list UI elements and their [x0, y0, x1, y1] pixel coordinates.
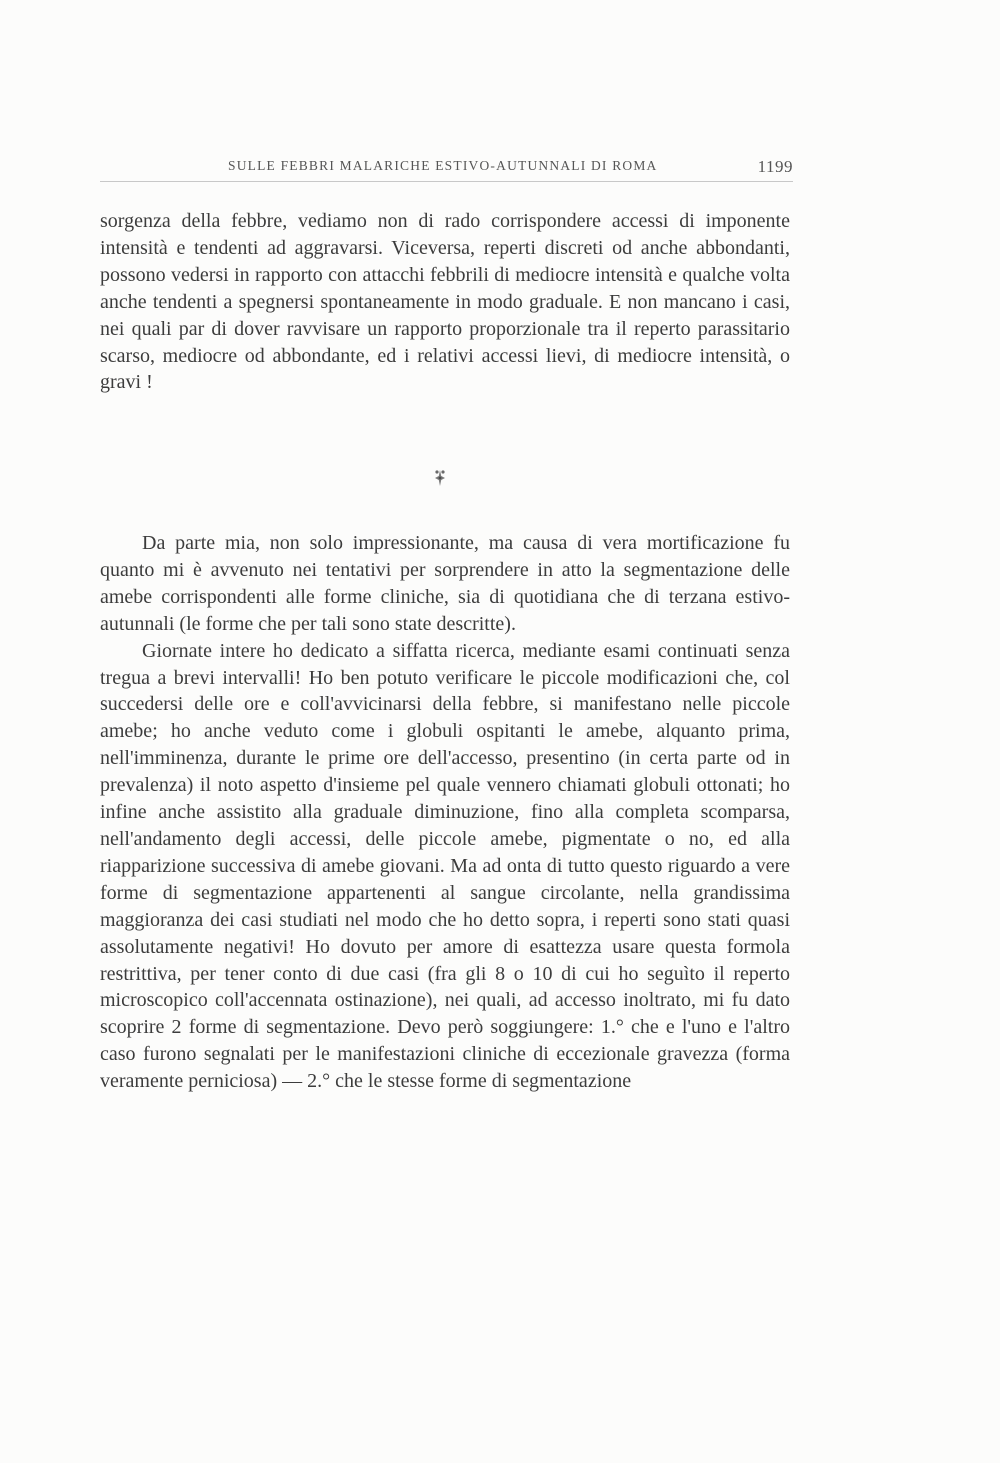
header-rule	[100, 181, 793, 182]
paragraph-segmentation-intro: Da parte mia, non solo impressionante, ma causa di vera mortificazione fu quanto mi è avvenuto nei tentativi per sorprendere in atto la segmentazione delle amebe corrispondenti alle forme cliniche, sia di quotidiana che di terzana estivo-autunnali (le forme che per tali sono state descritte).	[100, 532, 790, 635]
running-head	[100, 158, 795, 182]
text-block-top	[100, 208, 790, 396]
page-number: 1199	[757, 157, 793, 176]
text-block-bottom	[100, 530, 790, 1095]
paragraph-research-findings: Giornate intere ho dedicato a siffatta ricerca, mediante esami continuati senza tregua a brevi intervalli! Ho ben potuto verificare le piccole modificazioni che, col succedersi delle ore e coll'avvicinarsi della febbre, si manifestano nelle piccole amebe; ho anche veduto come i globuli ospitanti le amebe, alquanto prima, nell'imminenza, durante le prime ore dell'accesso, presentino (in certa parte od in prevalenza) il noto aspetto d'insieme pel quale vennero chiamati globuli ottonati; ho infine anche assistito alla graduale diminuzione, fino alla completa scomparsa, nell'andamento degli accessi, delle piccole amebe, pigmentate o no, ed alla riapparizione successiva di amebe giovani. Ma ad onta di tutto questo riguardo a vere forme di segmentazione appartenenti al sangue circolante, nella grandissima maggioranza dei casi studiati nel modo che ho detto sopra, i reperti sono stati quasi assolutamente negativi! Ho dovuto per amore di esattezza usare questa formola restrittiva, per tener conto di due casi (fra gli 8 o 10 di cui ho seguìto il reperto microscopico coll'accennata ostinazione), nei quali, ad accesso inoltrato, mi fu dato scoprire 2 forme di segmentazione. Devo però soggiungere: 1.° che e l'uno e l'altro caso furono segnalati per le manifestazioni cliniche di eccezionale gravezza (forma veramente perniciosa) — 2.° che le stesse forme di segmentazione	[100, 639, 790, 1093]
asterism-ornament-icon	[434, 468, 446, 488]
running-title: SULLE FEBBRI MALARICHE ESTIVO-AUTUNNALI DI ROMA	[228, 158, 658, 173]
paragraph-continued: sorgenza della febbre, vediamo non di rado corrispondere accessi di imponente intensità e tendenti ad aggravarsi. Viceversa, reperti discreti od anche abbondanti, possono vedersi in rapporto con attacchi febbrili di mediocre intensità e qualche volta anche tendenti a spegnersi spontaneamente in modo graduale. E non mancano i casi, nei quali par di dover ravvisare un rapporto proporzionale tra il reperto parassitario scarso, mediocre od abbondante, ed i relativi accessi lievi, di mediocre intensità, o gravi !	[100, 210, 790, 394]
